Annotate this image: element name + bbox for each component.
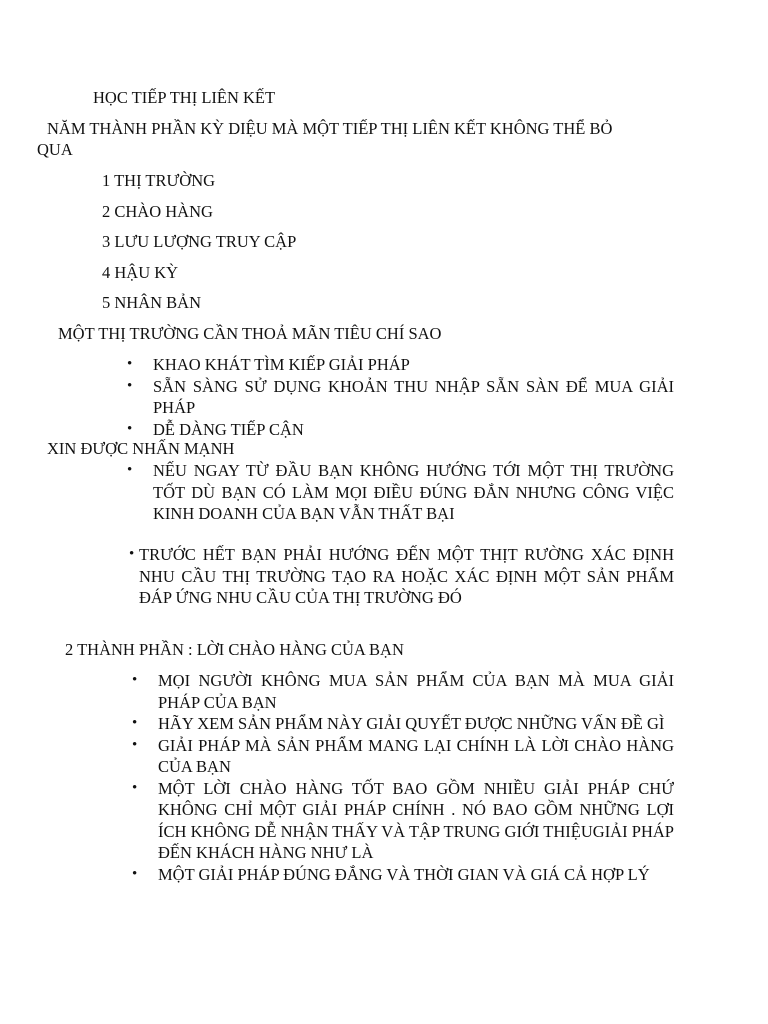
market-criteria-heading: MỘT THỊ TRƯỜNG CẦN THOẢ MÃN TIÊU CHÍ SAO [58, 324, 442, 343]
offer-list [132, 670, 674, 885]
list-item: • MỌI NGƯỜI KHÔNG MUA SẢN PHẨM CỦA BẠN MÀ MUA GIẢI PHÁP CỦA BẠN [132, 671, 674, 712]
list-item: • HÃY XEM SẢN PHẨM NÀY GIẢI QUYẾT ĐƯỢC NHỮNG VẤN ĐỀ GÌ [132, 714, 665, 733]
emphasis-list [127, 460, 674, 525]
intro-heading-line2: QUA [37, 140, 73, 159]
list-item: • KHAO KHÁT TÌM KIẾP GIẢI PHÁP [127, 355, 410, 374]
bullet-icon: • [132, 736, 138, 753]
list-item: • MỘT GIẢI PHÁP ĐÚNG ĐẮNG VÀ THỜI GIAN VÀ GIÁ CẢ HỢP LÝ [132, 864, 650, 884]
list-item: • MỘT LỜI CHÀO HÀNG TỐT BAO GỒM NHIỀU GIẢI PHÁP CHỨ KHÔNG CHỈ MỘT GIẢI PHÁP CHÍNH . NÓ BAO GỒM NHỮNG LỢI ÍCH KHÔNG DỄ NHẬN THẤY VÀ TẬP TRUNG GIỚI THIỆUGIẢI PHÁP ĐẾN KHÁCH HÀNG NHƯ LÀ [132, 778, 674, 862]
bullet-icon: • [132, 865, 138, 882]
bullet-icon: • [127, 420, 133, 437]
offer-heading: 2 THÀNH PHẦN : LỜI CHÀO HÀNG CỦA BẠN [65, 640, 404, 659]
list-item: • GIẢI PHÁP MÀ SẢN PHẨM MANG LẠI CHÍNH LÀ LỜI CHÀO HÀNG CỦA BẠN [132, 735, 674, 776]
bullet-icon: • [127, 377, 133, 394]
emphasis-heading: XIN ĐƯỢC NHẤN MẠNH [47, 439, 235, 458]
bullet-icon: • [132, 672, 138, 688]
list-item: • DỄ DÀNG TIẾP CẬN [127, 419, 304, 439]
document-title: HỌC TIẾP THỊ LIÊN KẾT [93, 88, 276, 107]
component-item-1: 1 THỊ TRƯỜNG [102, 171, 216, 190]
component-item-4: 4 HẬU KỲ [102, 263, 179, 282]
component-item-5: 5 NHÂN BẢN [102, 293, 201, 312]
component-item-2: 2 CHÀO HÀNG [102, 202, 213, 221]
intro-heading-line1: NĂM THÀNH PHẦN KỲ DIỆU MÀ MỘT TIẾP THỊ LIÊN KẾT KHÔNG THỂ BỎ [47, 119, 613, 138]
list-item: • SẴN SÀNG SỬ DỤNG KHOẢN THU NHẬP SẴN SÀN ĐỂ MUA GIẢI PHÁP [127, 376, 674, 417]
market-criteria-list [127, 354, 674, 440]
component-item-3: 3 LƯU LƯỢNG TRUY CẬP [102, 232, 297, 251]
bullet-icon: • [129, 546, 135, 562]
emphasis-note: TRƯỚC HẾT BẠN PHẢI HƯỚNG ĐẾN MỘT THỊT RƯỜNG XÁC ĐỊNH NHU CẦU THỊ TRƯỜNG TẠO RA HOẶC XÁC ĐỊNH MỘT SẢN PHẨM ĐÁP ỨNG NHU CẦU CỦA THỊ TRƯỜNG ĐÓ [139, 545, 674, 607]
bullet-icon: • [132, 715, 138, 731]
list-item: • NẾU NGAY TỪ ĐẦU BẠN KHÔNG HƯỚNG TỚI MỘT THỊ TRƯỜNG TỐT DÙ BẠN CÓ LÀM MỌI ĐIỀU ĐÚNG ĐẮN NHƯNG CÔNG VIỆC KINH DOANH CỦA BẠN VẪN THẤT BẠI [127, 461, 674, 523]
bullet-icon: • [127, 356, 133, 372]
bullet-icon: • [127, 462, 133, 478]
bullet-icon: • [132, 779, 138, 796]
